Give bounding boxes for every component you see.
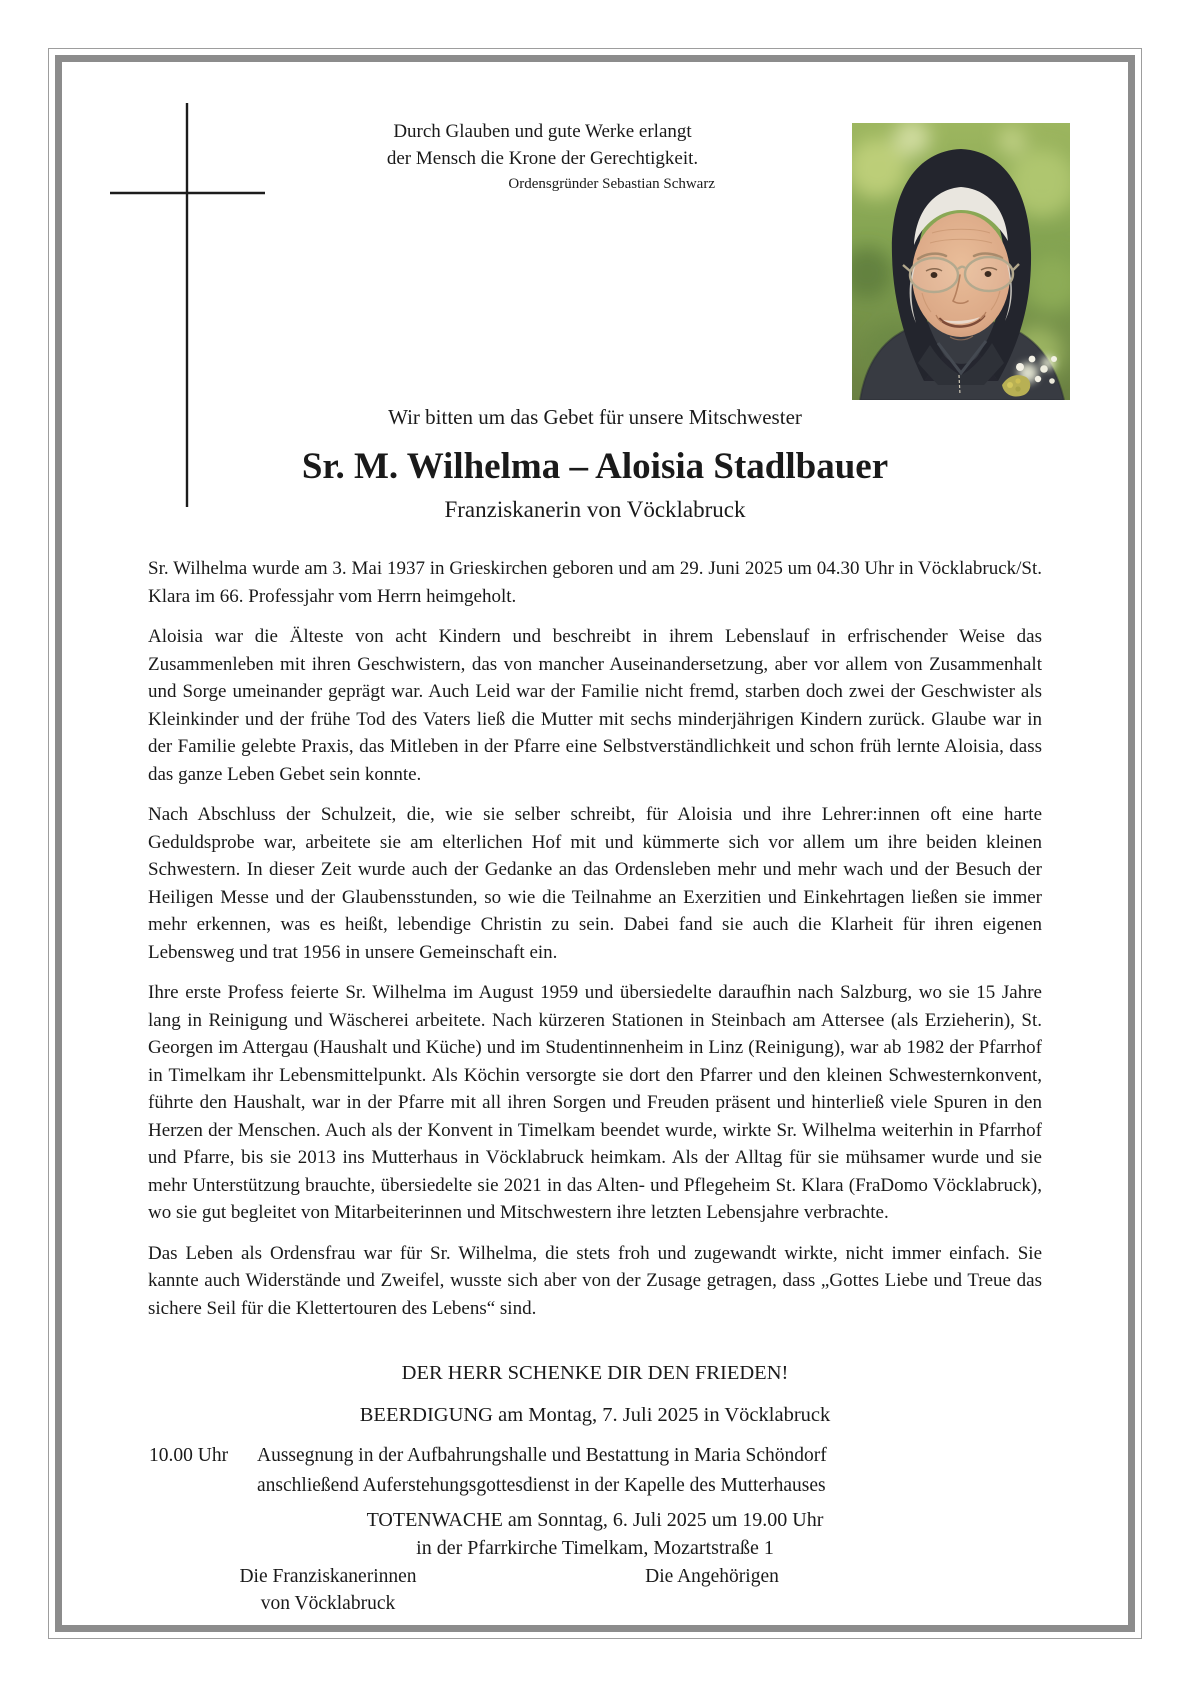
quote-line: der Mensch die Krone der Gerechtigkeit.	[386, 148, 699, 169]
funeral-time: 10.00 Uhr	[149, 1445, 229, 1466]
obituary-paragraph: Ihre erste Profess feierte Sr. Wilhelma im August 1959 und übersiedelte daraufhin nach Salzburg, wo sie 15 Jahre lang in Reinigung und Wäscherei arbeitete. Nach kürzeren Stationen in Steinbach am Attersee (als Erzieherin), St. Georgen im Attergau (Haushalt und Küche) und im Studentinnenheim in Linz (Reinigung), war ab 1982 der Pfarrhof in Timelkam ihr Lebensmittelpunkt. Als Köchin versorgte sie dort den Pfarrer und den kleinen Schwesternkonvent, führte den Haushalt, war in der Pfarre mit all ihren Sorgen und Freuden präsent und hinterließ viele Spuren in den Herzen der Menschen. Auch als der Konvent in Timelkam beendet wurde, wirkte Sr. Wilhelma weiterhin in Pfarrhof und Pfarre, bis sie 2013 ins Mutterhaus in Vöcklabruck heimkam. Als der Alltag für sie mühsamer wurde und sie mehr Unterstützung brauchte, übersiedelte sie 2021 in das Alten- und Pflegeheim St. Klara (FraDomo Vöcklabruck), wo sie gut begleitet von Mitarbeiterinnen und Mitschwestern ihre letzten Lebensjahre verbrachte.	[148, 982, 1042, 1223]
funeral-detail-line: anschließend Auferstehungsgottesdienst in der Kapelle des Mutterhauses	[257, 1475, 826, 1496]
signature-order	[208, 1563, 448, 1617]
quote-block	[370, 118, 715, 195]
quote-line: Durch Glauben und gute Werke erlangt	[393, 121, 692, 142]
obituary-paragraph: Sr. Wilhelma wurde am 3. Mai 1937 in Grieskirchen geboren und am 29. Juni 2025 um 04.30 Uhr in Vöcklabruck/St. Klara im 66. Professjahr vom Herrn heimgeholt.	[148, 558, 1042, 607]
obituary-paragraph: Nach Abschluss der Schulzeit, die, wie sie selber schreibt, für Aloisia und ihre Lehrer:innen oft eine harte Geduldsprobe war, arbeitete sie am elterlichen Hof mit und kümmerte sich vor allem um ihre beiden kleinen Schwestern. In dieser Zeit wurde auch der Gedanke an das Ordensleben mehr und mehr wach und der Besuch der Heiligen Messe und der Glaubensstunden, so wie die Teilnahme an Exerzitien und Einkehrtagen ließen sie immer mehr erkennen, was es heißt, lebendige Christin zu sein. Dabei fand sie auch die Klarheit für ihren eigenen Lebensweg und trat 1956 in unsere Gemeinschaft ein.	[148, 804, 1042, 963]
funeral-heading: BEERDIGUNG am Montag, 7. Juli 2025 in Vöcklabruck	[359, 1404, 831, 1426]
signature-relatives: Die Angehörigen	[645, 1566, 779, 1587]
funeral-detail-line: Aussegnung in der Aufbahrungshalle und Bestattung in Maria Schöndorf	[257, 1445, 827, 1466]
portrait-photo	[852, 123, 1070, 400]
signature-order-line: von Vöcklabruck	[260, 1593, 396, 1614]
obituary-paragraph: Das Leben als Ordensfrau war für Sr. Wilhelma, die stets froh und zugewandt wirkte, nicht immer einfach. Sie kannte auch Widerstände und Zweifel, wusste sich aber von der Zusage getragen, dass „Gottes Liebe und Treue das sichere Seil für die Klettertouren des Lebens“ sind.	[148, 1242, 1042, 1319]
main-text-column	[148, 404, 1042, 1322]
wake-block	[148, 1506, 1042, 1562]
wake-line: TOTENWACHE am Sonntag, 6. Juli 2025 um 19.00 Uhr	[366, 1509, 824, 1531]
signature-order-line: Die Franziskanerinnen	[239, 1566, 417, 1587]
quote-attribution: Ordensgründer Sebastian Schwarz	[508, 176, 715, 192]
funeral-schedule	[149, 1441, 1043, 1501]
wake-line: in der Pfarrkirche Timelkam, Mozartstraße 1	[416, 1537, 774, 1559]
blessing-line: DER HERR SCHENKE DIR DEN FRIEDEN!	[401, 1362, 789, 1384]
obituary-paragraph: Aloisia war die Älteste von acht Kindern und beschreibt in ihrem Lebenslauf in erfrischender Weise das Zusammenleben mit ihren Geschwistern, das von mancher Auseinandersetzung, aber vor allem von Zusammenhalt und Sorge umeinander geprägt war. Auch Leid war der Familie nicht fremd, starben doch zwei der Geschwister als Kleinkinder und der frühe Tod des Vaters ließ die Mutter mit sechs minderjährigen Kindern zurück. Glaube war in der Familie gelebte Praxis, das Mitleben in der Pfarre eine Selbstverständlichkeit und schon früh lernte Aloisia, dass das ganze Leben Gebet sein konnte.	[148, 626, 1042, 785]
funeral-details	[257, 1441, 1043, 1501]
intro-line: Wir bitten um das Gebet für unsere Mitschwester	[388, 405, 802, 429]
deceased-name: Sr. M. Wilhelma – Aloisia Stadlbauer	[301, 446, 889, 487]
order-subtitle: Franziskanerin von Vöcklabruck	[444, 497, 746, 522]
